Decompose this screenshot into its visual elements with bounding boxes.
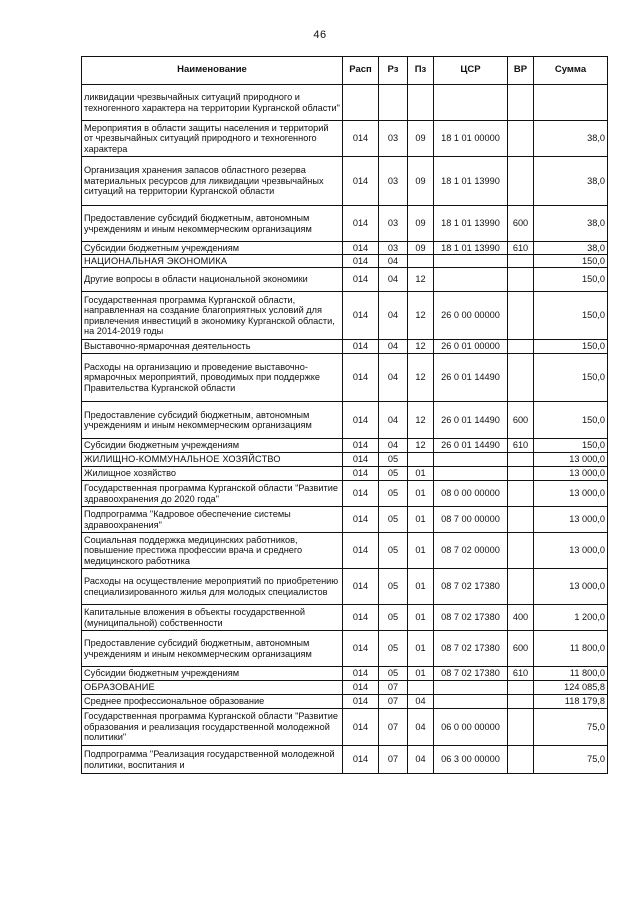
cell-vr <box>508 453 534 467</box>
cell-vr <box>508 569 534 605</box>
cell-rz: 04 <box>379 292 408 340</box>
cell-vr <box>508 533 534 569</box>
cell-sum: 150,0 <box>534 292 608 340</box>
cell-rz: 05 <box>379 605 408 631</box>
cell-rz: 05 <box>379 667 408 681</box>
cell-name: Предоставление субсидий бюджетным, автономным учреждениям и иным некоммерческим организациям <box>82 631 343 667</box>
cell-name: Предоставление субсидий бюджетным, автономным учреждениям и иным некоммерческим организациям <box>82 206 343 242</box>
header-csr: ЦСР <box>434 57 508 85</box>
cell-sum: 118 179,8 <box>534 695 608 709</box>
cell-csr: 08 7 02 17380 <box>434 667 508 681</box>
page-number: 46 <box>313 29 327 41</box>
cell-name: Мероприятия в области защиты населения и территорий от чрезвычайных ситуаций природного и техногенного характера <box>82 121 343 157</box>
cell-csr: 06 3 00 00000 <box>434 746 508 774</box>
cell-vr: 610 <box>508 439 534 453</box>
cell-pz: 01 <box>408 533 434 569</box>
cell-csr: 18 1 01 00000 <box>434 121 508 157</box>
header-name: Наименование <box>82 57 343 85</box>
cell-rasp: 014 <box>343 605 379 631</box>
cell-rasp: 014 <box>343 507 379 533</box>
cell-rasp: 014 <box>343 533 379 569</box>
cell-sum: 150,0 <box>534 340 608 354</box>
cell-csr: 08 7 02 17380 <box>434 569 508 605</box>
cell-pz: 01 <box>408 507 434 533</box>
cell-csr <box>434 255 508 268</box>
cell-vr <box>508 354 534 402</box>
cell-rz: 05 <box>379 631 408 667</box>
cell-pz: 12 <box>408 340 434 354</box>
cell-vr <box>508 268 534 292</box>
cell-sum: 38,0 <box>534 157 608 206</box>
cell-csr <box>434 467 508 481</box>
cell-rasp: 014 <box>343 402 379 439</box>
cell-pz: 12 <box>408 354 434 402</box>
cell-name: Среднее профессиональное образование <box>82 695 343 709</box>
cell-csr <box>434 681 508 695</box>
cell-rz <box>379 85 408 121</box>
cell-rasp: 014 <box>343 681 379 695</box>
cell-rasp: 014 <box>343 157 379 206</box>
cell-rz: 07 <box>379 709 408 746</box>
cell-vr <box>508 121 534 157</box>
cell-rasp: 014 <box>343 695 379 709</box>
header-rz: Рз <box>379 57 408 85</box>
cell-rasp: 014 <box>343 242 379 255</box>
cell-sum: 13 000,0 <box>534 533 608 569</box>
cell-name: Подпрограмма "Кадровое обеспечение системы здравоохранения" <box>82 507 343 533</box>
cell-vr <box>508 681 534 695</box>
cell-sum: 11 800,0 <box>534 667 608 681</box>
cell-pz: 04 <box>408 746 434 774</box>
table-row <box>82 292 608 340</box>
cell-pz: 01 <box>408 467 434 481</box>
cell-pz: 01 <box>408 569 434 605</box>
cell-csr: 18 1 01 13990 <box>434 242 508 255</box>
table-row <box>82 340 608 354</box>
table-row <box>82 402 608 439</box>
table-row <box>82 481 608 507</box>
cell-sum: 38,0 <box>534 121 608 157</box>
table-row <box>82 157 608 206</box>
cell-rasp: 014 <box>343 667 379 681</box>
table-row <box>82 85 608 121</box>
cell-pz: 01 <box>408 481 434 507</box>
cell-sum: 1 200,0 <box>534 605 608 631</box>
table-row <box>82 453 608 467</box>
table-row <box>82 533 608 569</box>
cell-sum <box>534 85 608 121</box>
table-row <box>82 709 608 746</box>
cell-vr <box>508 467 534 481</box>
cell-pz: 09 <box>408 157 434 206</box>
cell-csr: 08 7 02 17380 <box>434 605 508 631</box>
cell-rasp: 014 <box>343 206 379 242</box>
cell-pz <box>408 85 434 121</box>
cell-csr: 06 0 00 00000 <box>434 709 508 746</box>
cell-vr <box>508 85 534 121</box>
cell-vr <box>508 292 534 340</box>
cell-csr: 08 7 02 17380 <box>434 631 508 667</box>
cell-vr <box>508 255 534 268</box>
cell-vr: 610 <box>508 242 534 255</box>
cell-vr: 600 <box>508 402 534 439</box>
cell-rz: 04 <box>379 354 408 402</box>
cell-rz: 04 <box>379 439 408 453</box>
cell-pz: 12 <box>408 439 434 453</box>
cell-csr <box>434 695 508 709</box>
cell-name: Субсидии бюджетным учреждениям <box>82 439 343 453</box>
cell-sum: 13 000,0 <box>534 507 608 533</box>
table-row <box>82 206 608 242</box>
cell-sum: 13 000,0 <box>534 467 608 481</box>
cell-rz: 03 <box>379 206 408 242</box>
header-sum: Сумма <box>534 57 608 85</box>
cell-pz: 12 <box>408 268 434 292</box>
cell-vr: 400 <box>508 605 534 631</box>
cell-csr <box>434 268 508 292</box>
cell-name: Другие вопросы в области национальной экономики <box>82 268 343 292</box>
table-row <box>82 681 608 695</box>
cell-rasp: 014 <box>343 268 379 292</box>
cell-vr <box>508 709 534 746</box>
cell-rz: 04 <box>379 340 408 354</box>
cell-csr: 26 0 01 00000 <box>434 340 508 354</box>
cell-rasp: 014 <box>343 121 379 157</box>
cell-rz: 03 <box>379 121 408 157</box>
cell-sum: 150,0 <box>534 402 608 439</box>
cell-pz: 09 <box>408 206 434 242</box>
cell-pz: 09 <box>408 121 434 157</box>
budget-table <box>81 56 608 774</box>
table-row <box>82 746 608 774</box>
cell-rz: 03 <box>379 242 408 255</box>
table-row <box>82 667 608 681</box>
table-row <box>82 569 608 605</box>
cell-sum: 13 000,0 <box>534 481 608 507</box>
cell-pz: 01 <box>408 631 434 667</box>
cell-pz: 01 <box>408 605 434 631</box>
cell-pz: 12 <box>408 402 434 439</box>
cell-vr <box>508 481 534 507</box>
cell-name: Подпрограмма "Реализация государственной молодежной политики, воспитания и <box>82 746 343 774</box>
cell-csr: 26 0 00 00000 <box>434 292 508 340</box>
cell-csr: 18 1 01 13990 <box>434 206 508 242</box>
cell-sum: 75,0 <box>534 746 608 774</box>
cell-sum: 150,0 <box>534 354 608 402</box>
cell-pz <box>408 453 434 467</box>
cell-vr <box>508 507 534 533</box>
table-row <box>82 695 608 709</box>
cell-rasp: 014 <box>343 439 379 453</box>
table-header-row <box>82 57 608 85</box>
cell-rz: 04 <box>379 268 408 292</box>
cell-rz: 07 <box>379 681 408 695</box>
cell-name: Государственная программа Курганской области, направленная на создание благоприятных условий для привлечения инвестиций в экономику Курганской области, на 2014-2019 годы <box>82 292 343 340</box>
cell-rz: 04 <box>379 255 408 268</box>
cell-pz: 12 <box>408 292 434 340</box>
cell-sum: 38,0 <box>534 242 608 255</box>
table-row <box>82 631 608 667</box>
cell-pz <box>408 681 434 695</box>
cell-rasp: 014 <box>343 746 379 774</box>
cell-name: Субсидии бюджетным учреждениям <box>82 242 343 255</box>
cell-rz: 03 <box>379 157 408 206</box>
cell-rz: 05 <box>379 453 408 467</box>
cell-sum: 150,0 <box>534 439 608 453</box>
cell-name: Социальная поддержка медицинских работников, повышение престижа профессии врача и среднего медицинского работника <box>82 533 343 569</box>
cell-vr <box>508 746 534 774</box>
cell-rz: 05 <box>379 467 408 481</box>
cell-name: Субсидии бюджетным учреждениям <box>82 667 343 681</box>
cell-csr <box>434 453 508 467</box>
cell-rasp: 014 <box>343 481 379 507</box>
cell-csr: 08 0 00 00000 <box>434 481 508 507</box>
cell-vr: 610 <box>508 667 534 681</box>
cell-csr: 26 0 01 14490 <box>434 402 508 439</box>
cell-name: НАЦИОНАЛЬНАЯ ЭКОНОМИКА <box>82 255 343 268</box>
cell-name: Организация хранения запасов областного резерва материальных ресурсов для ликвидации чрезвычайных ситуаций на территории Курганской области <box>82 157 343 206</box>
cell-sum: 150,0 <box>534 268 608 292</box>
table-row <box>82 467 608 481</box>
cell-csr <box>434 85 508 121</box>
cell-pz: 04 <box>408 709 434 746</box>
cell-vr <box>508 695 534 709</box>
header-pz: Пз <box>408 57 434 85</box>
cell-name: ОБРАЗОВАНИЕ <box>82 681 343 695</box>
cell-name: ЖИЛИЩНО-КОММУНАЛЬНОЕ ХОЗЯЙСТВО <box>82 453 343 467</box>
cell-csr: 26 0 01 14490 <box>434 354 508 402</box>
cell-name: Государственная программа Курганской области "Развитие здравоохранения до 2020 года" <box>82 481 343 507</box>
cell-sum: 124 085,8 <box>534 681 608 695</box>
table-row <box>82 242 608 255</box>
table-row <box>82 605 608 631</box>
table-row <box>82 354 608 402</box>
table-row <box>82 121 608 157</box>
table-row <box>82 439 608 453</box>
cell-csr: 08 7 00 00000 <box>434 507 508 533</box>
cell-sum: 38,0 <box>534 206 608 242</box>
cell-rz: 05 <box>379 533 408 569</box>
table-row <box>82 255 608 268</box>
cell-rasp: 014 <box>343 631 379 667</box>
cell-sum: 150,0 <box>534 255 608 268</box>
header-vr: ВР <box>508 57 534 85</box>
cell-rasp: 014 <box>343 255 379 268</box>
cell-rz: 05 <box>379 507 408 533</box>
cell-pz: 01 <box>408 667 434 681</box>
cell-name: ликвидации чрезвычайных ситуаций природного и техногенного характера на территории Курганской области" <box>82 85 343 121</box>
cell-rasp: 014 <box>343 569 379 605</box>
table-body <box>82 85 608 774</box>
cell-csr: 18 1 01 13990 <box>434 157 508 206</box>
cell-rasp <box>343 85 379 121</box>
cell-name: Расходы на организацию и проведение выставочно-ярмарочных мероприятий, проводимых при поддержке Правительства Курганской области <box>82 354 343 402</box>
cell-pz <box>408 255 434 268</box>
cell-name: Жилищное хозяйство <box>82 467 343 481</box>
table-row <box>82 268 608 292</box>
table-row <box>82 507 608 533</box>
cell-rz: 05 <box>379 481 408 507</box>
cell-pz: 04 <box>408 695 434 709</box>
cell-vr: 600 <box>508 631 534 667</box>
cell-sum: 13 000,0 <box>534 569 608 605</box>
cell-rasp: 014 <box>343 354 379 402</box>
cell-name: Выставочно-ярмарочная деятельность <box>82 340 343 354</box>
cell-sum: 75,0 <box>534 709 608 746</box>
cell-vr <box>508 340 534 354</box>
cell-rasp: 014 <box>343 467 379 481</box>
cell-sum: 13 000,0 <box>534 453 608 467</box>
cell-rasp: 014 <box>343 453 379 467</box>
cell-rz: 05 <box>379 569 408 605</box>
cell-csr: 08 7 02 00000 <box>434 533 508 569</box>
cell-rz: 07 <box>379 695 408 709</box>
cell-name: Капитальные вложения в объекты государственной (муниципальной) собственности <box>82 605 343 631</box>
cell-rasp: 014 <box>343 340 379 354</box>
cell-rz: 04 <box>379 402 408 439</box>
header-rasp: Расп <box>343 57 379 85</box>
cell-rz: 07 <box>379 746 408 774</box>
cell-sum: 11 800,0 <box>534 631 608 667</box>
cell-rasp: 014 <box>343 709 379 746</box>
cell-rasp: 014 <box>343 292 379 340</box>
cell-name: Государственная программа Курганской области "Развитие образования и реализация государственной молодежной политики" <box>82 709 343 746</box>
cell-name: Расходы на осуществление мероприятий по приобретению специализированного жилья для молодых специалистов <box>82 569 343 605</box>
cell-name: Предоставление субсидий бюджетным, автономным учреждениям и иным некоммерческим организациям <box>82 402 343 439</box>
cell-pz: 09 <box>408 242 434 255</box>
cell-vr <box>508 157 534 206</box>
cell-csr: 26 0 01 14490 <box>434 439 508 453</box>
cell-vr: 600 <box>508 206 534 242</box>
